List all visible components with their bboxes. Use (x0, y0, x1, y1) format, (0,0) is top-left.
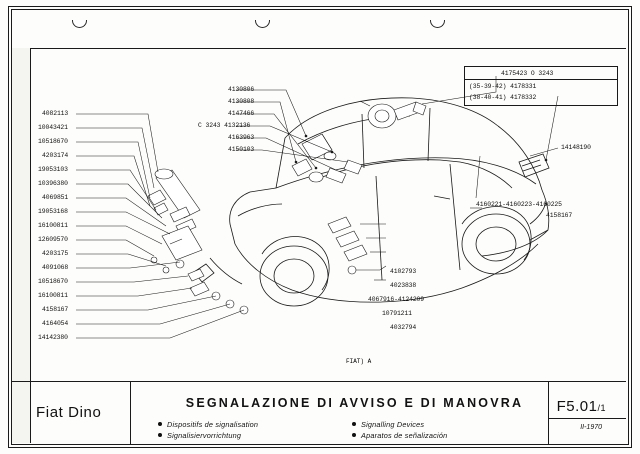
part-label: 16100811 (38, 292, 68, 299)
punch-hole (255, 20, 270, 28)
part-label: 4069851 (42, 194, 69, 201)
sheet-code (557, 398, 606, 415)
subtitle-en (352, 420, 424, 429)
part-label: 19053168 (38, 208, 68, 215)
sheet-date: II-1970 (580, 424, 602, 431)
part-label: 10518670 (38, 278, 68, 285)
part-label: 4130806 (228, 86, 255, 93)
part-label: 4147466 (228, 110, 255, 117)
part-label: 4163963 (228, 134, 255, 141)
subtitle-es-text: Aparatos de señalización (361, 431, 448, 440)
part-label: 4203175 (42, 250, 69, 257)
part-label: 10518670 (38, 138, 68, 145)
part-label: 4160221-4160223-4160225 (476, 201, 562, 208)
part-label: 4203174 (42, 152, 69, 159)
subtitle-de (158, 431, 241, 440)
part-label: 19053103 (38, 166, 68, 173)
part-label: 10043421 (38, 124, 68, 131)
part-label: 4091068 (42, 264, 69, 271)
note-line-2: (35-39-42) 4178331 (469, 83, 537, 90)
sheet-title: SEGNALAZIONE DI AVVISO E DI MANOVRA (185, 396, 524, 410)
subtitle-de-text: Signalisiervorrichtung (167, 431, 242, 440)
brand-name: Fiat Dino (36, 404, 102, 421)
subtitle-en-text: Signalling Devices (361, 420, 425, 429)
part-label: 10791211 (382, 310, 412, 317)
part-label: 12609570 (38, 236, 68, 243)
part-label: 4158167 (546, 212, 573, 219)
subtitle-es (352, 431, 447, 440)
part-label: 4164054 (42, 320, 69, 327)
part-label: 4102793 (390, 268, 417, 275)
sheet-code-number: F5.01 (556, 398, 598, 415)
part-label: 10396380 (38, 180, 68, 187)
title-block (12, 381, 626, 444)
note-line-3: (38-40-41) 4178332 (469, 94, 537, 101)
figure-mark: FIAT) A (346, 358, 372, 365)
note-line-1: 4175423 O 3243 (501, 70, 554, 77)
punch-hole (430, 20, 445, 28)
subtitle-fr-text: Dispositifs de signalisation (167, 420, 259, 429)
part-label: 14148190 (561, 144, 591, 151)
part-label: 14142380 (38, 334, 68, 341)
part-label: 4023838 (390, 282, 417, 289)
part-label: 4067916-4124209 (368, 296, 425, 303)
part-label: 4130808 (228, 98, 255, 105)
part-label: 4158167 (42, 306, 69, 313)
part-label: 16100811 (38, 222, 68, 229)
part-label: C 3243 4132136 (198, 122, 251, 129)
part-label: 4082113 (42, 110, 69, 117)
binder-strip (12, 10, 626, 49)
part-label: 4032794 (390, 324, 417, 331)
variant-note-box (464, 66, 618, 106)
punch-hole (72, 20, 87, 28)
part-label: 4150103 (228, 146, 255, 153)
exploded-diagram (30, 48, 626, 381)
subtitle-fr (158, 420, 258, 429)
sheet-code-suffix: /1 (597, 403, 606, 413)
